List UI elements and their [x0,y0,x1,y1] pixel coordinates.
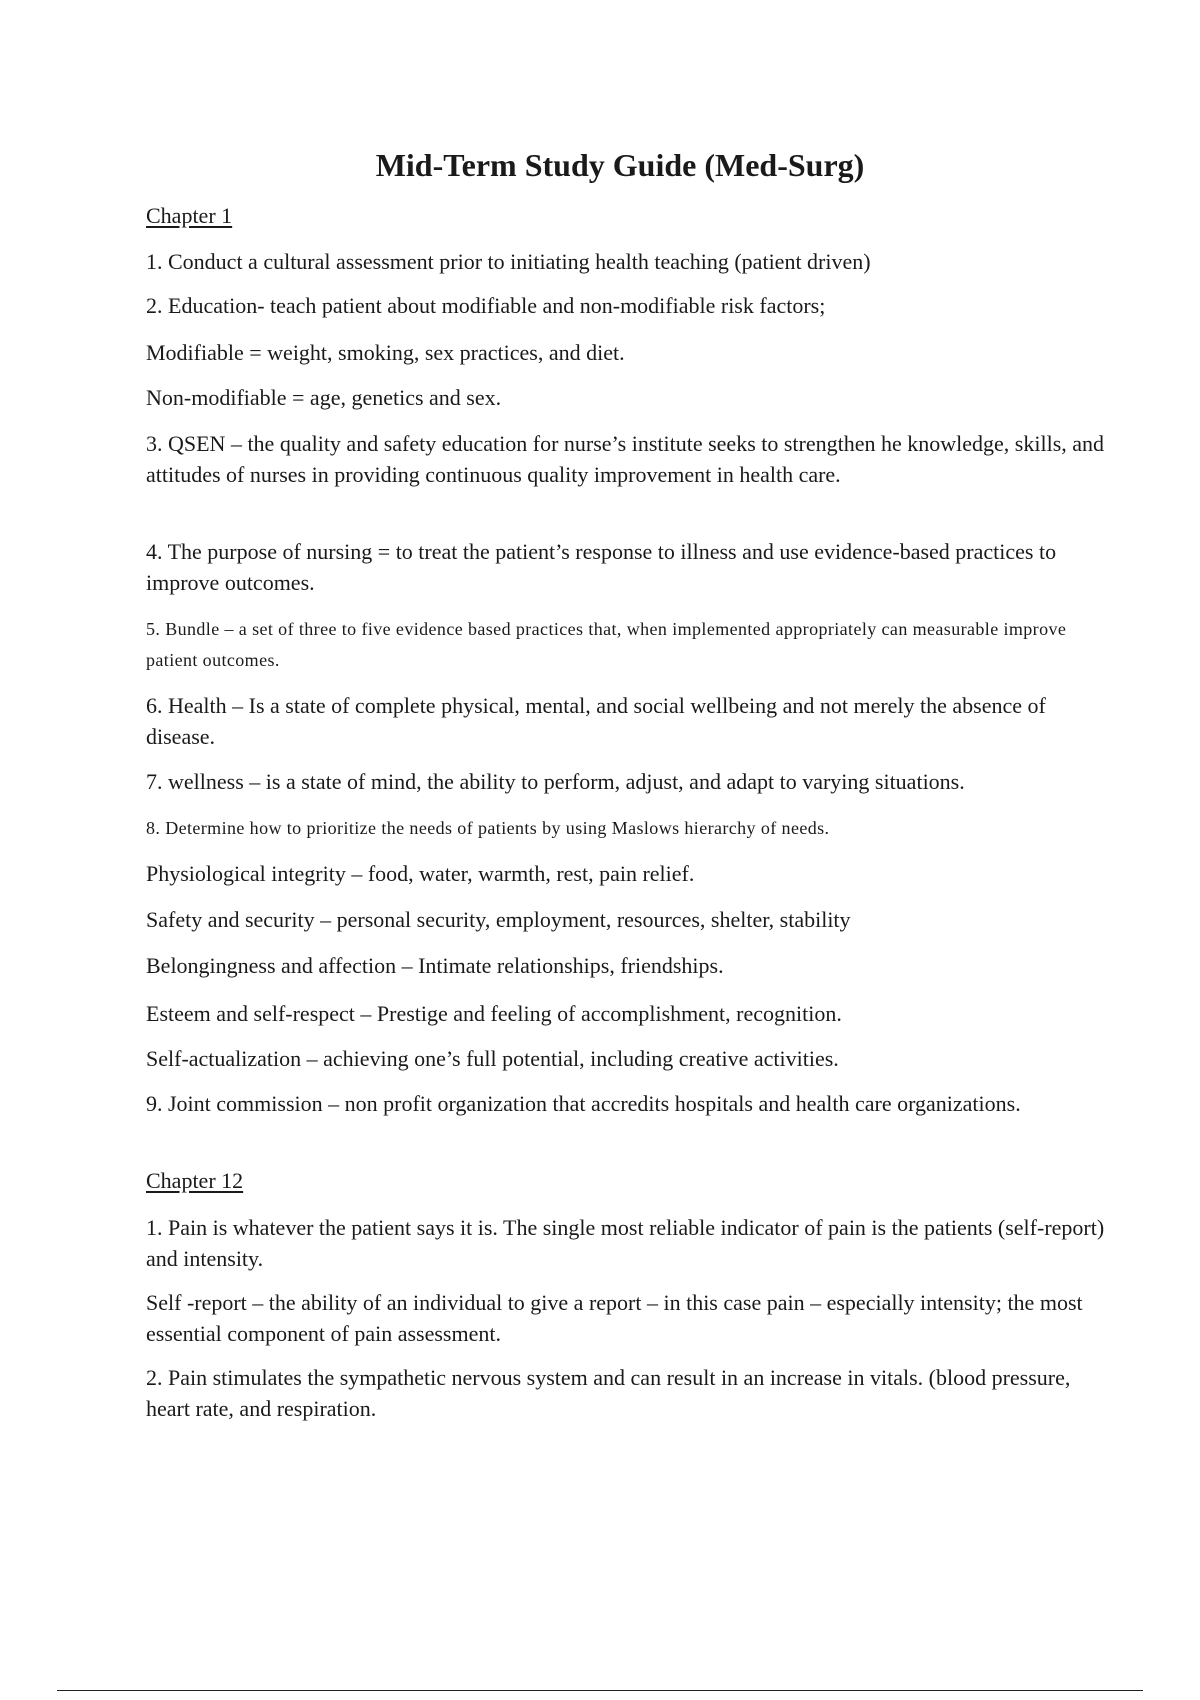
chapter-12-item-1: 1. Pain is whatever the patient says it is. The single most reliable indicator of pain is the patients (self-report) and intensity. [146,1215,1105,1271]
chapter-1-item-5: 5. Bundle – a set of three to five evidence based practices that, when implemented appropriately can measurable improve patient outcomes. [146,619,1067,670]
page-title: Mid-Term Study Guide (Med-Surg) [375,147,865,183]
chapter-1-item-9: 9. Joint commission – non profit organization that accredits hospitals and health care organizations. [146,1091,1021,1116]
chapter-1-item-3: 3. QSEN – the quality and safety education for nurse’s institute seeks to strengthen he knowledge, skills, and attitudes of nurses in providing continuous quality improvement in health care. [146,431,1105,487]
chapter-1-item-1: 1. Conduct a cultural assessment prior to initiating health teaching (patient driven) [146,249,871,274]
maslow-esteem: Esteem and self-respect – Prestige and feeling of accomplishment, recognition. [146,1001,842,1026]
maslow-safety: Safety and security – personal security, employment, resources, shelter, stability [146,907,851,932]
chapter-12-heading: Chapter 12 [146,1168,244,1193]
chapter-1-item-2: 2. Education- teach patient about modifiable and non-modifiable risk factors; [146,293,826,318]
chapter-1-heading: Chapter 1 [146,203,233,228]
chapter-1-item-7: 7. wellness – is a state of mind, the ability to perform, adjust, and adapt to varying situations. [146,769,965,794]
chapter-1-item-4: 4. The purpose of nursing = to treat the patient’s response to illness and use evidence-based practices to improve outcomes. [146,539,1057,595]
chapter-12-self-report: Self -report – the ability of an individual to give a report – in this case pain – especially intensity; the most essential component of pain assessment. [146,1290,1083,1346]
maslow-physiological: Physiological integrity – food, water, warmth, rest, pain relief. [146,861,695,886]
maslow-self-actualization: Self-actualization – achieving one’s full potential, including creative activities. [146,1046,839,1071]
chapter-1-non-modifiable: Non-modifiable = age, genetics and sex. [146,385,502,410]
chapter-12-item-2: 2. Pain stimulates the sympathetic nervous system and can result in an increase in vitals. (blood pressure, heart rate, and respiration. [146,1365,1071,1421]
footer-divider [57,1690,1143,1691]
chapter-1-modifiable: Modifiable = weight, smoking, sex practices, and diet. [146,340,625,365]
maslow-belongingness: Belongingness and affection – Intimate relationships, friendships. [146,953,724,978]
chapter-1-item-6: 6. Health – Is a state of complete physical, mental, and social wellbeing and not merely the absence of disease. [146,693,1046,749]
chapter-1-item-8: 8. Determine how to prioritize the needs of patients by using Maslows hierarchy of needs. [146,818,830,838]
